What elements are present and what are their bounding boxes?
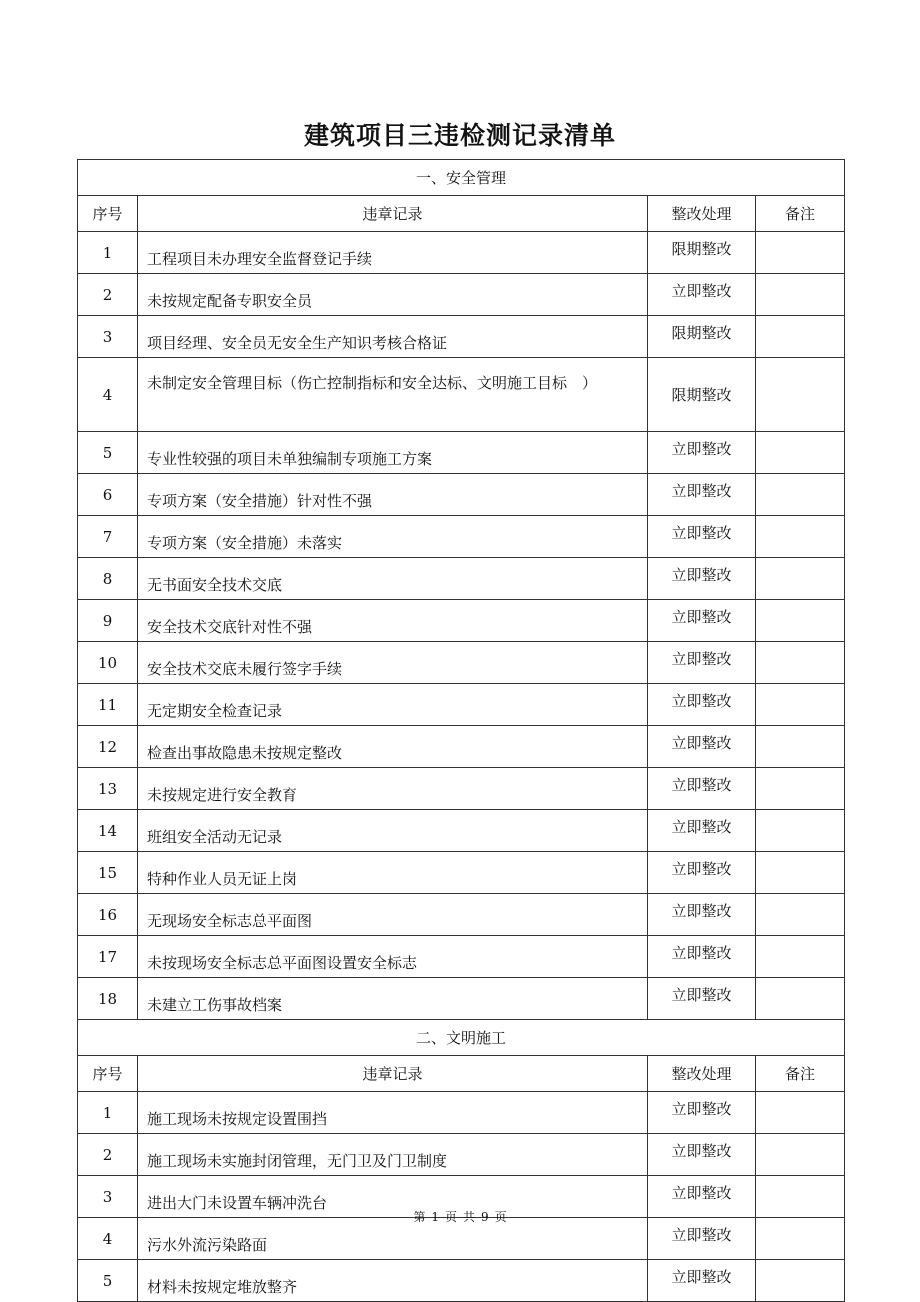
rectification-action: 立即整改 [648,1092,756,1134]
rectification-action: 立即整改 [648,726,756,768]
violation-description: 特种作业人员无证上岗 [138,852,648,894]
row-number: 9 [78,600,138,642]
table-row [78,810,845,852]
table-row [78,852,845,894]
table-row [78,726,845,768]
table-row [78,1134,845,1176]
violation-description: 未按规定进行安全教育 [138,768,648,810]
remarks-cell [756,1092,845,1134]
table-row [78,1092,845,1134]
rectification-action: 立即整改 [648,1176,756,1218]
violation-description: 进出大门未设置车辆冲洗台 [138,1176,648,1218]
violation-description: 班组安全活动无记录 [138,810,648,852]
table-row [78,358,845,432]
remarks-cell [756,1260,845,1302]
table-row [78,474,845,516]
remarks-cell [756,768,845,810]
remarks-cell [756,642,845,684]
row-number: 17 [78,936,138,978]
table-row [78,894,845,936]
rectification-action: 限期整改 [648,358,756,432]
violation-description: 安全技术交底未履行签字手续 [138,642,648,684]
page-title: 建筑项目三违检测记录清单 [303,121,616,150]
row-number: 3 [78,1176,138,1218]
violation-description: 专项方案（安全措施）针对性不强 [138,474,648,516]
remarks-cell [756,1134,845,1176]
violation-description: 安全技术交底针对性不强 [138,600,648,642]
row-number: 1 [78,1092,138,1134]
column-header-note: 备注 [756,196,845,232]
table-row [78,432,845,474]
rectification-action: 立即整改 [648,852,756,894]
violation-description: 未按现场安全标志总平面图设置安全标志 [138,936,648,978]
section-heading-row [78,1020,845,1056]
violation-description: 工程项目未办理安全监督登记手续 [138,232,648,274]
row-number: 5 [78,432,138,474]
rectification-action: 立即整改 [648,1134,756,1176]
remarks-cell [756,810,845,852]
table-row [78,516,845,558]
remarks-cell [756,358,845,432]
footer-total-prefix: 共 [463,1210,476,1224]
row-number: 8 [78,558,138,600]
rectification-action: 立即整改 [648,558,756,600]
column-header-row [78,196,845,232]
remarks-cell [756,684,845,726]
row-number: 18 [78,978,138,1020]
remarks-cell [756,894,845,936]
violation-description: 检查出事故隐患未按规定整改 [138,726,648,768]
violation-description: 无现场安全标志总平面图 [138,894,648,936]
table-row [78,768,845,810]
footer-page-number: 1 [431,1210,439,1224]
rectification-action: 立即整改 [648,810,756,852]
row-number: 4 [78,358,138,432]
row-number: 12 [78,726,138,768]
violation-record-table [77,159,845,1302]
violation-description: 专项方案（安全措施）未落实 [138,516,648,558]
violation-description: 未按规定配备专职安全员 [138,274,648,316]
row-number: 2 [78,274,138,316]
rectification-action: 限期整改 [648,232,756,274]
violation-description: 无书面安全技术交底 [138,558,648,600]
violation-description: 无定期安全检查记录 [138,684,648,726]
remarks-cell [756,474,845,516]
table-row [78,1260,845,1302]
column-header-no: 序号 [78,196,138,232]
footer-total-pages: 9 [481,1210,489,1224]
section-heading: 二、文明施工 [78,1020,845,1056]
rectification-action: 立即整改 [648,600,756,642]
remarks-cell [756,316,845,358]
rectification-action: 立即整改 [648,894,756,936]
table-row [78,600,845,642]
table-body [78,160,845,1302]
remarks-cell [756,852,845,894]
row-number: 4 [78,1218,138,1260]
row-number: 13 [78,768,138,810]
table-row [78,978,845,1020]
row-number: 2 [78,1134,138,1176]
column-header-row [78,1056,845,1092]
column-header-item: 违章记录 [138,1056,648,1092]
rectification-action: 立即整改 [648,474,756,516]
row-number: 6 [78,474,138,516]
violation-description: 项目经理、安全员无安全生产知识考核合格证 [138,316,648,358]
row-number: 11 [78,684,138,726]
table-row [78,274,845,316]
table-row [78,232,845,274]
violation-description: 未制定安全管理目标（伤亡控制指标和安全达标、文明施工目标 ） [138,358,648,432]
rectification-action: 立即整改 [648,274,756,316]
table-row [78,936,845,978]
table-row [78,558,845,600]
rectification-action: 立即整改 [648,642,756,684]
violation-description: 材料未按规定堆放整齐 [138,1260,648,1302]
remarks-cell [756,274,845,316]
column-header-action: 整改处理 [648,196,756,232]
table-row [78,684,845,726]
remarks-cell [756,978,845,1020]
column-header-item: 违章记录 [138,196,648,232]
section-heading-row [78,160,845,196]
table-row [78,642,845,684]
violation-description: 施工现场未按规定设置围挡 [138,1092,648,1134]
row-number: 14 [78,810,138,852]
row-number: 15 [78,852,138,894]
rectification-action: 立即整改 [648,1260,756,1302]
rectification-action: 立即整改 [648,936,756,978]
rectification-action: 立即整改 [648,684,756,726]
row-number: 3 [78,316,138,358]
rectification-action: 立即整改 [648,978,756,1020]
remarks-cell [756,232,845,274]
remarks-cell [756,516,845,558]
table-row [78,316,845,358]
column-header-no: 序号 [78,1056,138,1092]
remarks-cell [756,600,845,642]
footer-prefix: 第 [413,1210,426,1224]
column-header-action: 整改处理 [648,1056,756,1092]
page-footer [0,1208,920,1225]
remarks-cell [756,726,845,768]
violation-description: 未建立工伤事故档案 [138,978,648,1020]
violation-description: 专业性较强的项目未单独编制专项施工方案 [138,432,648,474]
row-number: 16 [78,894,138,936]
row-number: 5 [78,1260,138,1302]
violation-description: 施工现场未实施封闭管理，无门卫及门卫制度 [138,1134,648,1176]
violation-description: 污水外流污染路面 [138,1218,648,1260]
footer-total-unit: 页 [494,1210,507,1224]
rectification-action: 立即整改 [648,516,756,558]
rectification-action: 立即整改 [648,768,756,810]
remarks-cell [756,432,845,474]
row-number: 1 [78,232,138,274]
rectification-action: 立即整改 [648,432,756,474]
remarks-cell [756,936,845,978]
footer-page-unit: 页 [444,1210,457,1224]
rectification-action: 限期整改 [648,316,756,358]
row-number: 10 [78,642,138,684]
remarks-cell [756,558,845,600]
rectification-action: 立即整改 [648,1218,756,1260]
row-number: 7 [78,516,138,558]
column-header-note: 备注 [756,1056,845,1092]
section-heading: 一、安全管理 [78,160,845,196]
